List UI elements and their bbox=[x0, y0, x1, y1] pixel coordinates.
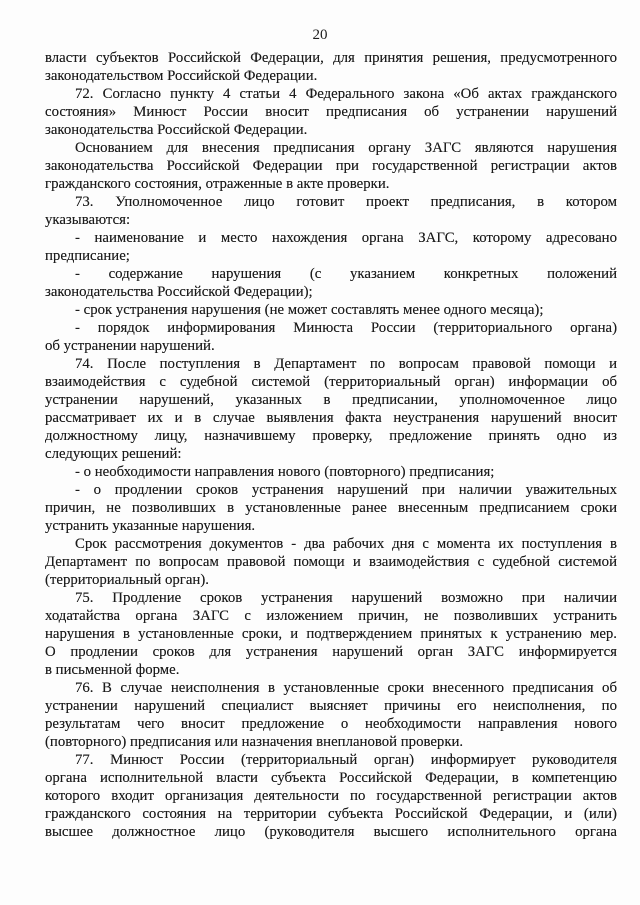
text-line: результатам чего вносит предложение о необходимости направления нового bbox=[45, 716, 617, 732]
text-line: - о необходимости направления нового (повторного) предписания; bbox=[75, 464, 495, 480]
text-line: - срок устранения нарушения (не может составлять менее одного месяца); bbox=[75, 302, 544, 318]
text-line: устранении нарушений, указанных в предписании, уполномоченное лицо bbox=[45, 392, 617, 408]
text-line: устранении нарушений специалист выясняет причины его неисполнения, по bbox=[45, 698, 617, 714]
text-line: - порядок информирования Минюста России (территориального органа) bbox=[75, 320, 617, 336]
text-line: предписание; bbox=[45, 248, 130, 264]
text-line: - наименование и место нахождения органа ЗАГС, которому адресовано bbox=[75, 230, 617, 246]
text-line: высшее должностное лицо (руководителя высшего исполнительного органа bbox=[45, 824, 617, 840]
text-line: нарушения в установленные сроки, и подтверждением принятых к устранению мер. bbox=[45, 626, 617, 642]
text-line: Срок рассмотрения документов - два рабочих дня с момента их поступления в bbox=[75, 536, 617, 552]
text-line: Основанием для внесения предписания органу ЗАГС являются нарушения bbox=[75, 140, 617, 156]
text-line: законодательства Российской Федерации при государственной регистрации актов bbox=[45, 158, 617, 174]
text-line: устранить указанные нарушения. bbox=[45, 518, 256, 534]
text-line: - о продлении сроков устранения нарушений при наличии уважительных bbox=[75, 482, 617, 498]
text-line: Департамент по вопросам правовой помощи и взаимодействия с судебной системой bbox=[45, 554, 617, 570]
text-line: 73. Уполномоченное лицо готовит проект предписания, в котором bbox=[75, 194, 617, 210]
page-number: 20 bbox=[312, 27, 328, 43]
text-line: ходатайства органа ЗАГС с изложением причин, не позволивших устранить bbox=[45, 608, 617, 624]
text-line: состояния» Минюст России вносит предписания об устранении нарушений bbox=[45, 104, 617, 120]
text-line: 72. Согласно пункту 4 статьи 4 Федерального закона «Об актах гражданского bbox=[75, 86, 617, 102]
text-line: - содержание нарушения (с указанием конкретных положений bbox=[75, 266, 617, 282]
text-line: взаимодействия с судебной системой (территориальный орган) информации об bbox=[45, 374, 617, 390]
text-line: 74. После поступления в Департамент по вопросам правовой помощи и bbox=[75, 356, 617, 372]
text-line: О продлении сроков для устранения нарушений орган ЗАГС информируется bbox=[45, 644, 617, 660]
text-line: власти субъектов Российской Федерации, для принятия решения, предусмотренного bbox=[45, 50, 617, 66]
text-line: гражданского состояния на территории субъекта Российской Федерации, и (или) bbox=[45, 806, 617, 822]
text-line: 75. Продление сроков устранения нарушений возможно при наличии bbox=[75, 590, 617, 606]
text-line: 77. Минюст России (территориальный орган) информирует руководителя bbox=[75, 752, 617, 768]
text-line: причин, не позволивших в установленные ранее внесенным предписанием сроки bbox=[45, 500, 617, 516]
text-line: законодательства Российской Федерации); bbox=[45, 284, 313, 300]
text-line: рассматривает их и в случае выявления факта неустранения нарушений вносит bbox=[45, 410, 617, 426]
text-line: законодательством Российской Федерации. bbox=[45, 68, 318, 84]
text-line: которого входит организация деятельности по государственной регистрации актов bbox=[45, 788, 617, 804]
text-line: законодательства Российской Федерации. bbox=[45, 122, 308, 138]
text-line: (повторного) предписания или назначения внеплановой проверки. bbox=[45, 734, 464, 750]
text-line: гражданского состояния, отраженные в акте проверки. bbox=[45, 176, 390, 192]
text-line: следующих решений: bbox=[45, 446, 182, 462]
text-line: (территориальный орган). bbox=[45, 572, 209, 588]
text-line: в письменной форме. bbox=[45, 662, 180, 678]
text-line: должностному лицу, назначившему проверку, предложение принять одно из bbox=[45, 428, 617, 444]
text-line: органа исполнительной власти субъекта Российской Федерации, в компетенцию bbox=[45, 770, 617, 786]
text-line: указываются: bbox=[45, 212, 131, 228]
text-line: об устранении нарушений. bbox=[45, 338, 215, 354]
document-text-block bbox=[45, 49, 617, 841]
text-line: 76. В случае неисполнения в установленные сроки внесенного предписания об bbox=[75, 680, 617, 696]
